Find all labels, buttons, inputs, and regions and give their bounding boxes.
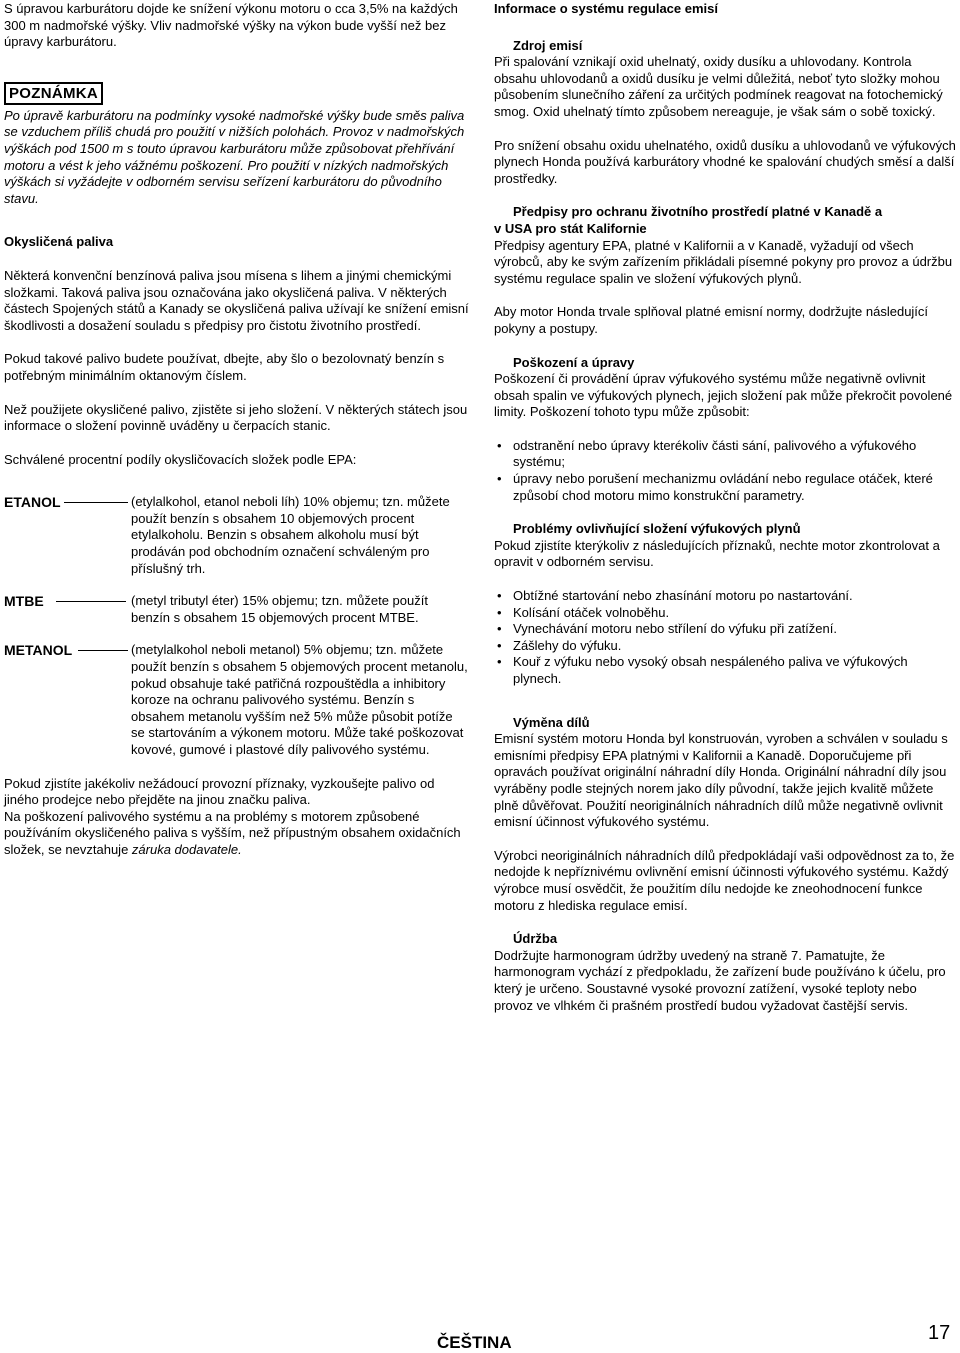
fuel-leader-line — [56, 601, 126, 602]
right-column — [494, 0, 956, 1014]
page-number: 17 — [928, 1322, 951, 1344]
list-item: • Kolísání otáček volnoběhu. — [494, 605, 956, 622]
rules-paragraph-2: Aby motor Honda trvale splňoval platné emisní normy, dodržujte následující pokyny a postupy. — [494, 304, 929, 336]
list-item: • Zášlehy do výfuku. — [494, 638, 956, 655]
note-label-wrap — [4, 82, 469, 105]
rules-paragraph-1: Předpisy agentury EPA, platné v Kalifornii a v Kanadě, vyžadují od všech výrobců, aby ke svým zařízením přikládali písemné pokyny pro provoz a údržbu systému regulace spalin ve složení výfukových plynů. — [494, 237, 953, 286]
fuel-leader-line — [64, 502, 128, 503]
list-item: • Obtížné startování nebo zhasínání motoru po nastartování. — [494, 588, 956, 605]
emissions-heading: Informace o systému regulace emisí — [494, 1, 718, 16]
rules-heading-line-1: Předpisy pro ochranu životního prostředí platné v Kanadě a — [513, 204, 883, 220]
fuel-description: (etylalkohol, etanol neboli líh) 10% objemu; tzn. můžete použít benzín s obsahem 10 objemových procent etylalkoholu. Benzin s obsahem alkoholu musí být prodáván pod obchodním označení schváleným pro příslušný trh. — [131, 494, 450, 576]
left-column — [4, 0, 469, 859]
parts-paragraph-1: Emisní systém motoru Honda byl konstruován, vyroben a schválen v souladu s emisními předpisy EPA platnými v Kalifornii a Kanadě. Doporučujeme při opravách používat originální náhradní díly Honda. Originální náhradní díly jsou vyráběny podle stejných norem jako díly původní, takže jejich kvalitě můžete plně důvěřovat. Použití neoriginálních náhradních dílů může negativně ovlivnit emisní účinnost výfukového systému. — [494, 731, 948, 830]
rules-heading-line-2: v USA pro stát Kalifornie — [494, 220, 647, 236]
footer-language: ČEŠTINA — [437, 1333, 512, 1352]
note-text: Po úpravě karburátoru na podmínky vysoké nadmořské výšky bude směs paliva se vzduchem příliš chudá pro použití v nižších polohách. Provoz v nadmořských výškách pod 1500 m s touto úpravou karburátoru může způsobovat přehřívání motoru a vést k jeho vážnému poškození. Pro použití v nízkých nadmořských výškách si vyžádejte v odborném servisu seřízení karburátoru do původního stavu. — [4, 107, 465, 206]
fuel-leader-line — [78, 650, 128, 651]
problems-paragraph: Pokud zjistíte kterýkoliv z následujících příznaků, nechte motor zkontrolovat a opravit v odborném servisu. — [494, 537, 940, 570]
source-paragraph-1: Při spalování vznikají oxid uhelnatý, oxidy dusíku a uhlovodany. Kontrola obsahu uhlovodanů a oxidů dusíku je velmi důležitá, neboť tyto složky mohou působením slunečního záření za určitých podmínek reagovat na fotochemický smog. Oxid uhelnatý tímto způsobem nereaguje, je však sám o sobě toxický. — [494, 54, 943, 119]
list-item: • Kouř z výfuku nebo vysoký obsah nespáleného paliva ve výfukových plynech. — [494, 654, 956, 687]
oxy-paragraph-3: Než použijete okysličené palivo, zjistěte si jeho složení. V některých státech jsou informace o složení povinně uváděny u čerpacích stanic. — [4, 401, 468, 434]
list-item: • úpravy nebo porušení mechanizmu ovládání nebo regulace otáček, které způsobí chod motoru mimo konstrukční parametry. — [494, 471, 956, 504]
list-item: • odstranění nebo úpravy kterékoliv části sání, palivového a výfukového systému; — [494, 438, 956, 471]
fuel-description: (metyl tributyl éter) 15% objemu; tzn. můžete použít benzín s obsahem 15 objemových procent MTBE. — [131, 593, 428, 625]
damage-paragraph: Poškození či provádění úprav výfukového systému může negativně ovlivnit obsah spalin ve výfukových plynech, jejich složení pak může překročit povolené limity. Poškození tohoto typu může způsobit: — [494, 371, 953, 420]
oxy-heading: Okysličená paliva — [4, 234, 114, 250]
oxy-paragraph-2: Pokud takové palivo budete používat, dbejte, aby šlo o bezolovnatý benzín s potřebným minimálním oktanovým číslem. — [4, 351, 445, 383]
list-item: • Vynechávání motoru nebo střílení do výfuku při zatížení. — [494, 621, 956, 638]
maintenance-heading: Údržba — [513, 931, 558, 947]
damage-list — [494, 438, 956, 504]
parts-paragraph-2: Výrobci neoriginálních náhradních dílů předpokládají vaši odpovědnost za to, že nedojde k nepříznivému ovlivnění emisní účinnosti výfukového systému. Každý výrobce musí osvědčit, že použitím dílu nedojde ke zneohodnocení funkce motoru z hlediska regulace emisí. — [494, 847, 955, 913]
fuel-name: ETANOL — [4, 494, 61, 511]
damage-heading: Poškození a úpravy — [513, 354, 635, 370]
fuel-description: (metylalkohol neboli metanol) 5% objemu; tzn. můžete použít benzín s obsahem 5 objemových procent metanolu, pokud obsahuje také patřičná rozpouštědla a inhibitory koroze na ochranu palivového systému. Benzín s obsahem metanolu vyšším než 5% může působit potíže se startováním a výkonem motoru. Může také poškozovat kovové, gumové i plastové díly palivového systému. — [131, 642, 468, 757]
fuel-row-mtbe — [4, 593, 469, 626]
warranty-text: záruka dodavatele. — [131, 841, 242, 857]
closing-paragraph-1: Pokud zjistíte jakékoliv nežádoucí provozní příznaky, vyzkoušejte palivo od jiného prodejce nebo přejděte na jinou značku paliva. — [4, 775, 435, 808]
fuel-row-metanol — [4, 642, 469, 758]
closing-paragraph-2 — [4, 809, 469, 859]
maintenance-paragraph: Dodržujte harmonogram údržby uvedený na straně 7. Pamatujte, že harmonogram vychází z předpokladu, že zařízení bude používáno k účelu, pro který je určeno. Soustavné vysoké provozní zatížení, vysoké teploty nebo provoz ve vlhkém či prašném prostředí budou vyžadovat častější servis. — [494, 947, 946, 1013]
oxy-paragraph-4: Schválené procentní podíly okysličovacích složek podle EPA: — [4, 451, 357, 467]
parts-heading: Výměna dílů — [513, 714, 590, 730]
source-heading: Zdroj emisí — [513, 37, 583, 53]
fuel-name: METANOL — [4, 642, 73, 659]
fuel-row-etanol — [4, 494, 469, 577]
problems-heading: Problémy ovlivňující složení výfukových plynů — [513, 521, 801, 537]
intro-paragraph: S úpravou karburátoru dojde ke snížení výkonu motoru o cca 3,5% na každých 300 m nadmořské výšky. Vliv nadmořské výšky na výkon bude vyšší než bez úpravy karburátoru. — [4, 1, 458, 50]
source-paragraph-2: Pro snížení obsahu oxidu uhelnatého, oxidů dusíku a uhlovodanů ve výfukových plynech Honda používá karburátory vhodné ke spalování chudých směsí a další prostředky. — [494, 137, 956, 186]
closing-paragraph-2-main: Na poškození palivového systému a na problémy s motorem způsobené používáním okysličeného paliva s vyšším, než přípustným obsahem oxidačních složek, se nevztahuje — [4, 808, 461, 857]
oxy-paragraph-1: Některá konvenční benzínová paliva jsou mísena s lihem a jinými chemickými složkami. Taková paliva jsou označována jako okysličená paliva. V některých částech Spojených států a Kanady se okysličená paliva užívají ke snížení emisní škodlivosti a dosažení souladu s předpisy pro čistotu životního prostředí. — [4, 267, 469, 333]
fuel-name: MTBE — [4, 593, 44, 610]
problems-list — [494, 588, 956, 688]
note-label: POZNÁMKA — [4, 82, 103, 105]
